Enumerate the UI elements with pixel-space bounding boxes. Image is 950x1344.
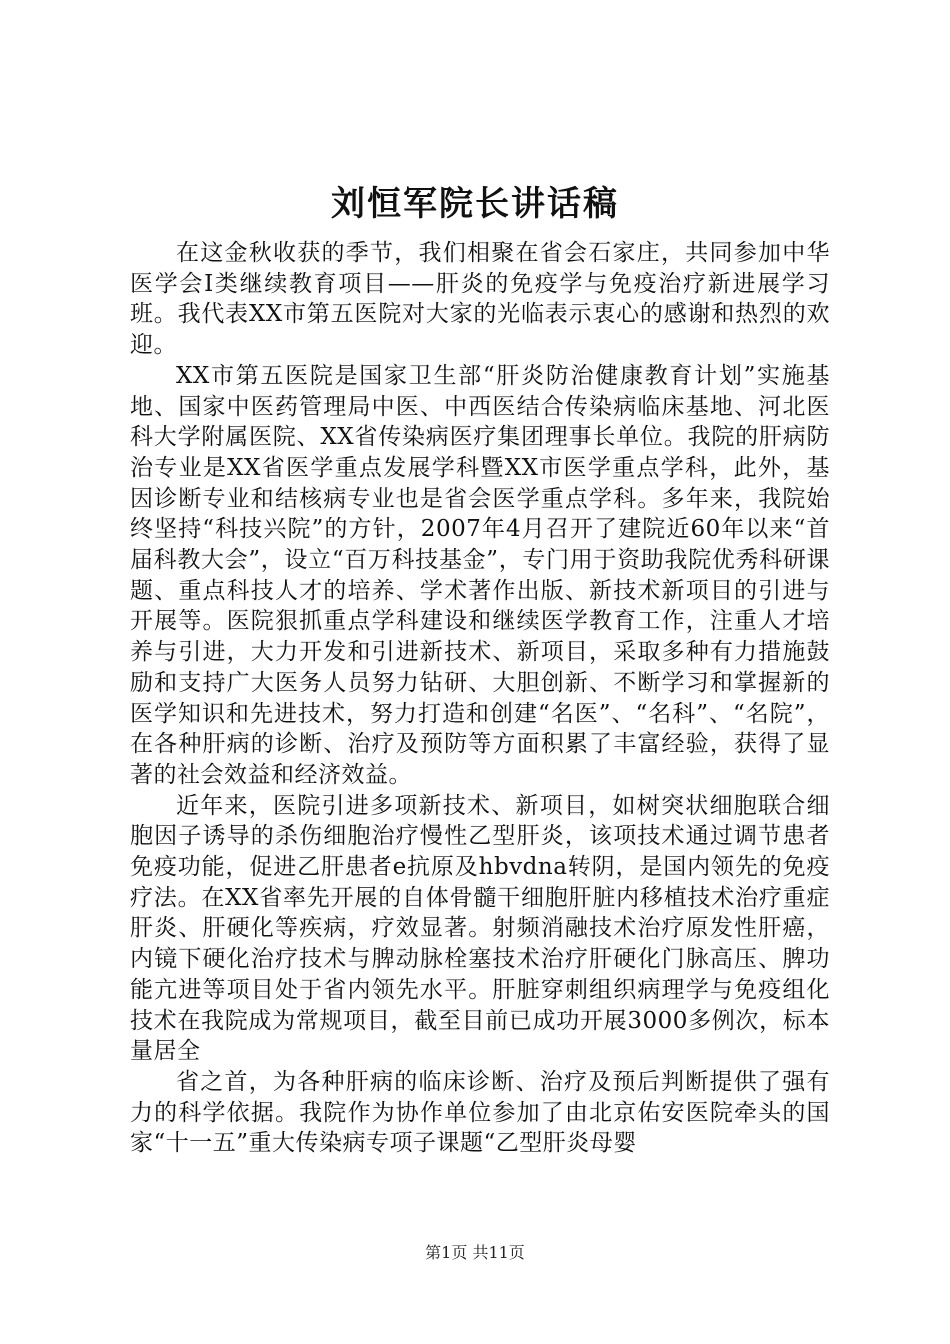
document-body: [130, 238, 830, 1159]
paragraph-1: 在这金秋收获的季节，我们相聚在省会石家庄，共同参加中华医学会Ⅰ类继续教育项目——肝炎的免疫学与免疫治疗新进展学习班。我代表XX市第五医院对大家的光临表示衷心的感谢和热烈的欢迎。: [130, 240, 830, 359]
page-title: 刘恒军院长讲话稿: [331, 184, 619, 224]
paragraph-3: 近年来，医院引进多项新技术、新项目，如树突状细胞联合细胞因子诱导的杀伤细胞治疗慢性乙型肝炎，该项技术通过调节患者免疫功能，促进乙肝患者e抗原及hbvdna转阴，是国内领先的免疫疗法。在XX省率先开展的自体骨髓干细胞肝脏内移植技术治疗重症肝炎、肝硬化等疾病，疗效显著。射频消融技术治疗原发性肝癌，内镜下硬化治疗技术与脾动脉栓塞技术治疗肝硬化门脉高压、脾功能亢进等项目处于省内领先水平。肝脏穿刺组织病理学与免疫组化技术在我院成为常规项目，截至目前已成功开展3000多例次，标本量居全: [130, 792, 830, 1065]
paragraph-4: 省之首，为各种肝病的临床诊断、治疗及预后判断提供了强有力的科学依据。我院作为协作单位参加了由北京佑安医院牵头的国家“十一五”重大传染病专项子课题“乙型肝炎母婴: [130, 1068, 830, 1157]
page-number-footer: 第1页 共11页: [425, 1243, 525, 1262]
paragraph-2: XX市第五医院是国家卫生部“肝炎防治健康教育计划”实施基地、国家中医药管理局中医、中西医结合传染病临床基地、河北医科大学附属医院、XX省传染病医疗集团理事长单位。我院的肝病防治专业是XX省医学重点发展学科暨XX市医学重点学科，此外，基因诊断专业和结核病专业也是省会医学重点学科。多年来，我院始终坚持“科技兴院”的方针，2007年4月召开了建院近60年以来“首届科教大会”，设立“百万科技基金”，专门用于资助我院优秀科研课题、重点科技人才的培养、学术著作出版、新技术新项目的引进与开展等。医院狠抓重点学科建设和继续医学教育工作，注重人才培养与引进，大力开发和引进新技术、新项目，采取多种有力措施鼓励和支持广大医务人员努力钻研、大胆创新、不断学习和掌握新的医学知识和先进技术，努力打造和创建“名医”、“名科”、“名院”，在各种肝病的诊断、治疗及预防等方面积累了丰富经验，获得了显著的社会效益和经济效益。: [130, 362, 830, 788]
